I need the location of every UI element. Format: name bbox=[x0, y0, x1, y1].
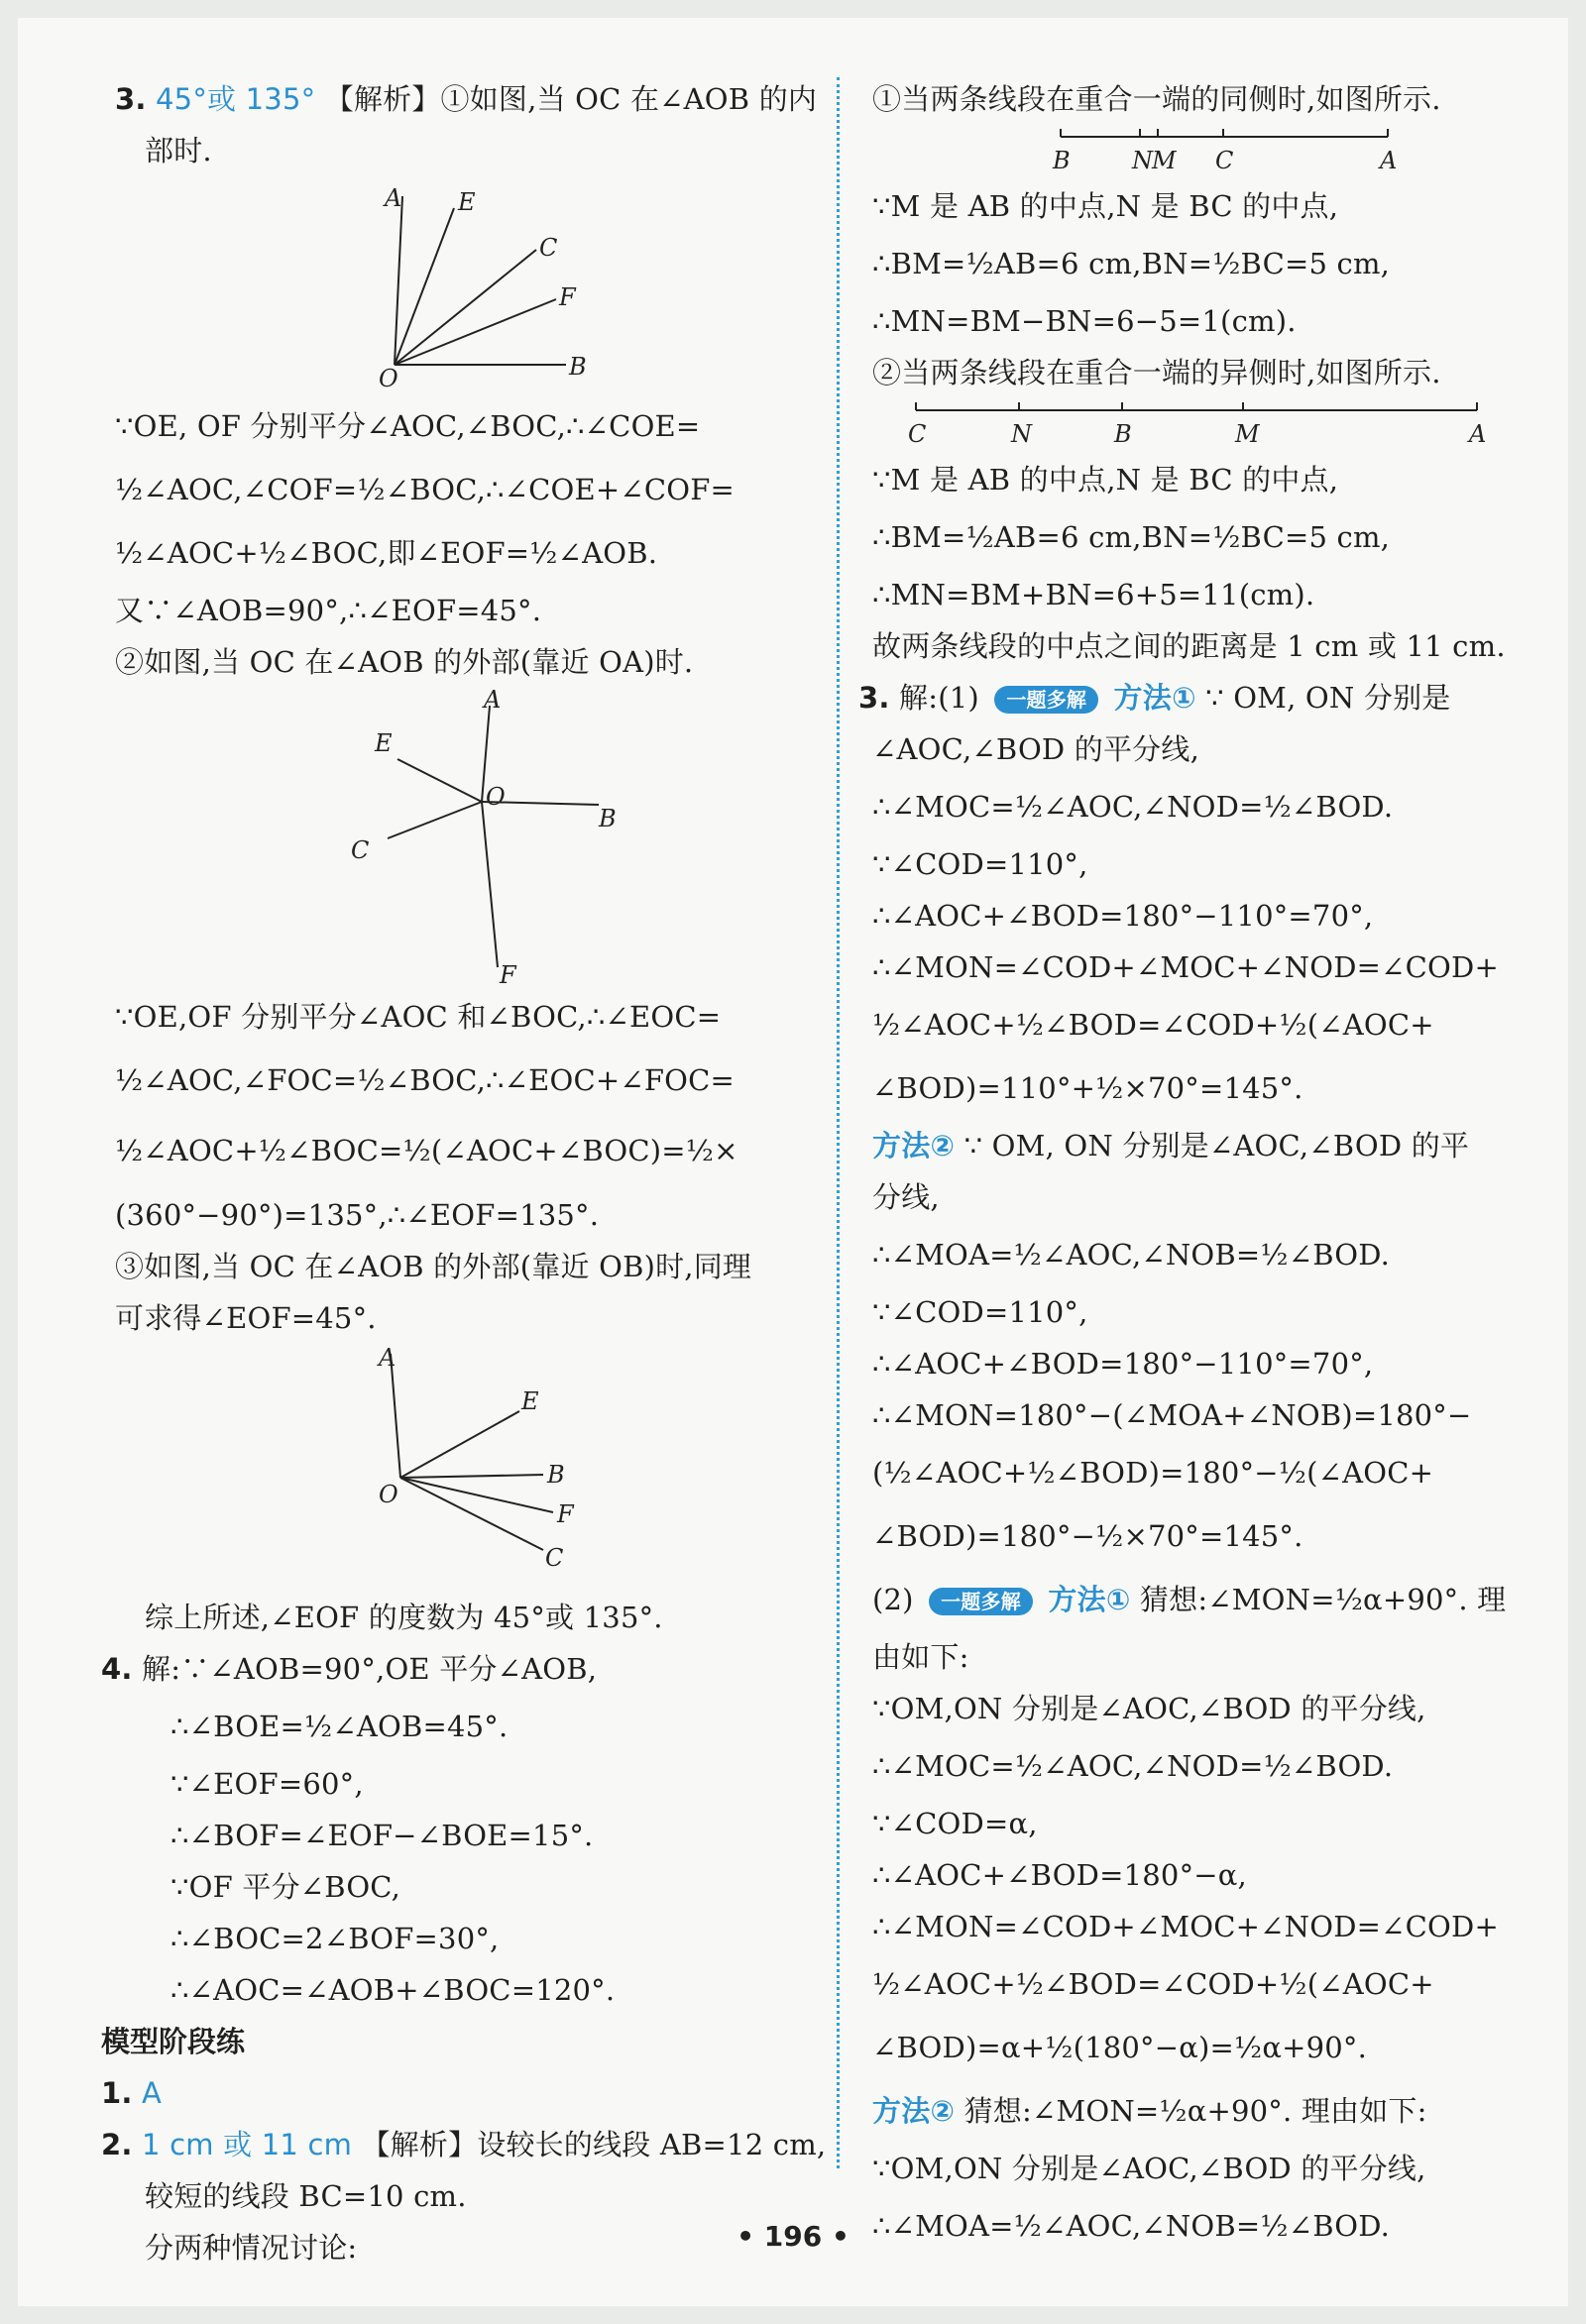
multi-solution-tag: 一题多解 bbox=[994, 686, 1098, 714]
label-e: E bbox=[458, 188, 476, 216]
label-b: B bbox=[1053, 147, 1071, 174]
text-line: 又∵∠AOB=90°,∴∠EOF=45°. bbox=[115, 594, 542, 627]
text-line: 部时. bbox=[145, 134, 212, 167]
text-line: ∴∠MOA=½∠AOC,∠NOB=½∠BOD. bbox=[872, 1238, 1391, 1272]
label-c: C bbox=[539, 234, 558, 262]
text-line: ∴∠AOC+∠BOD=180°−110°=70°, bbox=[872, 899, 1374, 933]
text-line: ②当两条线段在重合一端的异侧时,如图所示. bbox=[872, 356, 1441, 389]
label-b: B bbox=[599, 805, 617, 832]
ray-oa bbox=[395, 196, 402, 365]
text-line: ∠AOC,∠BOD 的平分线, bbox=[872, 732, 1200, 766]
label-m: M bbox=[1152, 147, 1177, 174]
segment-figure-1 bbox=[872, 125, 1534, 180]
answer: 1 cm 或 11 cm bbox=[142, 2128, 353, 2161]
label-o: O bbox=[379, 1481, 398, 1508]
text-line: ½∠AOC,∠COF=½∠BOC,∴∠COE+∠COF= bbox=[115, 473, 736, 506]
text-line: ∠BOD)=110°+½×70°=145°. bbox=[872, 1071, 1303, 1105]
text-line: ∠BOD)=α+½(180°−α)=½α+90°. bbox=[872, 2031, 1368, 2064]
text-line: ½∠AOC+½∠BOC,即∠EOF=½∠AOB. bbox=[115, 536, 658, 570]
text-line: ∵ OM, ON 分别是∠AOC,∠BOD 的平 bbox=[963, 1129, 1470, 1162]
label-c: C bbox=[351, 836, 370, 864]
segment-figure-2 bbox=[872, 398, 1534, 454]
label-a: A bbox=[379, 1344, 396, 1372]
text-line: ∴∠AOC=∠AOB+∠BOC=120°. bbox=[170, 1973, 616, 2007]
label-b: B bbox=[547, 1461, 565, 1489]
text-line: ∴∠AOC+∠BOD=180°−110°=70°, bbox=[872, 1347, 1374, 1381]
text-line: (2) bbox=[872, 1583, 914, 1616]
label-a: A bbox=[1469, 420, 1487, 448]
q3-header bbox=[115, 73, 818, 125]
right-column bbox=[858, 73, 1534, 2258]
ray-oc bbox=[388, 802, 482, 838]
label-e: E bbox=[521, 1387, 539, 1415]
text-line: ∵OE, OF 分别平分∠AOC,∠BOC,∴∠COE= bbox=[115, 409, 701, 443]
angle-figure-2 bbox=[115, 688, 809, 985]
text-line: ∵∠EOF=60°, bbox=[170, 1767, 364, 1801]
text-line: ∴BM=½AB=6 cm,BN=½BC=5 cm, bbox=[872, 247, 1391, 280]
text-line: ∴∠BOF=∠EOF−∠BOE=15°. bbox=[170, 1819, 594, 1852]
text-line: (½∠AOC+½∠BOD)=180°−½(∠AOC+ bbox=[872, 1456, 1434, 1490]
text-line: 分线, bbox=[872, 1180, 940, 1214]
text-line: (360°−90°)=135°,∴∠EOF=135°. bbox=[115, 1198, 600, 1232]
method2-line-2 bbox=[872, 2079, 1534, 2143]
text-line: ∴BM=½AB=6 cm,BN=½BC=5 cm, bbox=[872, 520, 1391, 554]
text-line: ∴∠MON=180°−(∠MOA+∠NOB)=180°− bbox=[872, 1398, 1472, 1432]
method-label: 方法① bbox=[1048, 1583, 1131, 1616]
left-column bbox=[101, 73, 827, 2273]
text-line: ∴∠MOC=½∠AOC,∠NOD=½∠BOD. bbox=[872, 1749, 1394, 1783]
question-number: 4. bbox=[101, 1652, 133, 1686]
angle-figure-1 bbox=[115, 176, 809, 394]
label-a: A bbox=[484, 688, 502, 714]
text-line: ½∠AOC,∠FOC=½∠BOC,∴∠EOC+∠FOC= bbox=[115, 1063, 736, 1097]
text-line: 解:∵∠AOB=90°,OE 平分∠AOB, bbox=[142, 1652, 598, 1686]
text-line: 猜想:∠MON=½α+90°. 理由如下: bbox=[963, 2094, 1427, 2128]
text-line: ③如图,当 OC 在∠AOB 的外部(靠近 OB)时,同理 bbox=[115, 1250, 752, 1283]
text-line: ∵M 是 AB 的中点,N 是 BC 的中点, bbox=[872, 463, 1339, 497]
text-line: 可求得∠EOF=45°. bbox=[115, 1301, 377, 1335]
ray-oc bbox=[400, 1478, 543, 1550]
method2-line bbox=[872, 1120, 1534, 1171]
q4-header bbox=[101, 1643, 809, 1695]
text-line: ∴MN=BM+BN=6+5=11(cm). bbox=[872, 578, 1315, 611]
multi-solution-tag: 一题多解 bbox=[929, 1588, 1033, 1615]
text-line: ∵M 是 AB 的中点,N 是 BC 的中点, bbox=[872, 189, 1339, 223]
label-f: F bbox=[557, 1500, 574, 1528]
text-line: ½∠AOC+½∠BOC=½(∠AOC+∠BOC)=½× bbox=[115, 1134, 738, 1167]
column-divider bbox=[837, 77, 840, 2168]
text-line: ½∠AOC+½∠BOD=∠COD+½(∠AOC+ bbox=[872, 1967, 1434, 2001]
text-line: ∵∠COD=110°, bbox=[872, 847, 1088, 881]
method-label: 方法② bbox=[872, 1129, 956, 1162]
section-heading: 模型阶段练 bbox=[101, 2025, 246, 2058]
method-label: 方法② bbox=[872, 2094, 956, 2128]
text-line: ∵∠COD=110°, bbox=[872, 1295, 1088, 1329]
ray-of bbox=[395, 299, 556, 365]
label-f: F bbox=[500, 961, 516, 985]
label-b: B bbox=[1114, 420, 1132, 448]
text-line: ∴MN=BM−BN=6−5=1(cm). bbox=[872, 304, 1297, 338]
text-line: ②如图,当 OC 在∠AOB 的外部(靠近 OA)时. bbox=[115, 645, 694, 679]
label-c: C bbox=[545, 1544, 564, 1572]
text-line: ∴∠MOC=½∠AOC,∠NOD=½∠BOD. bbox=[872, 790, 1394, 824]
text-line: 猜想:∠MON=½α+90°. 理 bbox=[1139, 1583, 1507, 1616]
ray-oe bbox=[400, 1411, 519, 1478]
m2-line bbox=[101, 2119, 827, 2170]
text-line: 由如下: bbox=[872, 1640, 969, 1674]
ray-oa bbox=[391, 1354, 400, 1478]
ray-ob bbox=[400, 1475, 543, 1478]
text-line: ½∠AOC+½∠BOD=∠COD+½(∠AOC+ bbox=[872, 1008, 1434, 1042]
text-line: ∵OE,OF 分别平分∠AOC 和∠BOC,∴∠EOC= bbox=[115, 1000, 722, 1034]
angle-figure-3 bbox=[115, 1344, 809, 1592]
label-o: O bbox=[379, 365, 398, 392]
text-line: 较短的线段 BC=10 cm. bbox=[145, 2179, 467, 2213]
analysis-text: 【解析】设较长的线段 AB=12 cm, bbox=[361, 2128, 827, 2161]
page-number: • 196 • bbox=[736, 2220, 850, 2253]
text-line: ∠BOD)=180°−½×70°=145°. bbox=[872, 1519, 1303, 1553]
label-e: E bbox=[375, 729, 393, 757]
label-f: F bbox=[559, 283, 576, 311]
text-line: 解:(1) bbox=[899, 681, 979, 715]
text-line: ∴∠BOE=½∠AOB=45°. bbox=[170, 1710, 509, 1743]
label-m: M bbox=[1235, 420, 1260, 448]
text-line: ∵ OM, ON 分别是 bbox=[1205, 681, 1451, 715]
text-line: ∴∠BOC=2∠BOF=30°, bbox=[170, 1922, 500, 1955]
text-line: ①当两条线段在重合一端的同侧时,如图所示. bbox=[872, 82, 1441, 116]
text-line: ∴∠MON=∠COD+∠MOC+∠NOD=∠COD+ bbox=[872, 1910, 1499, 1943]
text-line: 故两条线段的中点之间的距离是 1 cm 或 11 cm. bbox=[872, 629, 1506, 663]
answer: 45°或 135° bbox=[156, 82, 316, 116]
question-number: 1. bbox=[101, 2076, 133, 2110]
method-label: 方法① bbox=[1113, 681, 1196, 715]
question-number: 3. bbox=[115, 82, 147, 116]
m1-line bbox=[101, 2067, 809, 2119]
label-c: C bbox=[908, 420, 927, 448]
textbook-page bbox=[18, 18, 1568, 2306]
text-line: ∵OF 平分∠BOC, bbox=[170, 1870, 401, 1904]
label-b: B bbox=[569, 353, 587, 381]
ray-of bbox=[400, 1478, 553, 1512]
ray-of bbox=[482, 802, 498, 967]
text-line: ∴∠AOC+∠BOD=180°−α, bbox=[872, 1858, 1247, 1892]
label-n: N bbox=[1132, 147, 1153, 174]
analysis-text: 【解析】①如图,当 OC 在∠AOB 的内 bbox=[324, 82, 818, 116]
ray-oe bbox=[397, 759, 482, 802]
text-line: ∵OM,ON 分别是∠AOC,∠BOD 的平分线, bbox=[872, 1692, 1426, 1725]
text-line: 分两种情况讨论: bbox=[145, 2231, 358, 2265]
label-n: N bbox=[1011, 420, 1032, 448]
question-number: 2. bbox=[101, 2128, 133, 2161]
answer: A bbox=[142, 2076, 163, 2110]
q3-header bbox=[858, 672, 1534, 723]
label-o: O bbox=[486, 783, 506, 811]
label-a: A bbox=[1380, 147, 1398, 174]
question-number: 3. bbox=[858, 681, 890, 715]
label-c: C bbox=[1215, 147, 1234, 174]
part2-header bbox=[872, 1568, 1534, 1631]
text-line: ∵OM,ON 分别是∠AOC,∠BOD 的平分线, bbox=[872, 2152, 1426, 2185]
text-line: ∴∠MON=∠COD+∠MOC+∠NOD=∠COD+ bbox=[872, 950, 1499, 984]
text-line: ∵∠COD=α, bbox=[872, 1807, 1038, 1840]
label-a: A bbox=[385, 184, 402, 212]
text-line: 综上所述,∠EOF 的度数为 45°或 135°. bbox=[145, 1601, 663, 1634]
text-line: ∴∠MOA=½∠AOC,∠NOB=½∠BOD. bbox=[872, 2209, 1391, 2243]
